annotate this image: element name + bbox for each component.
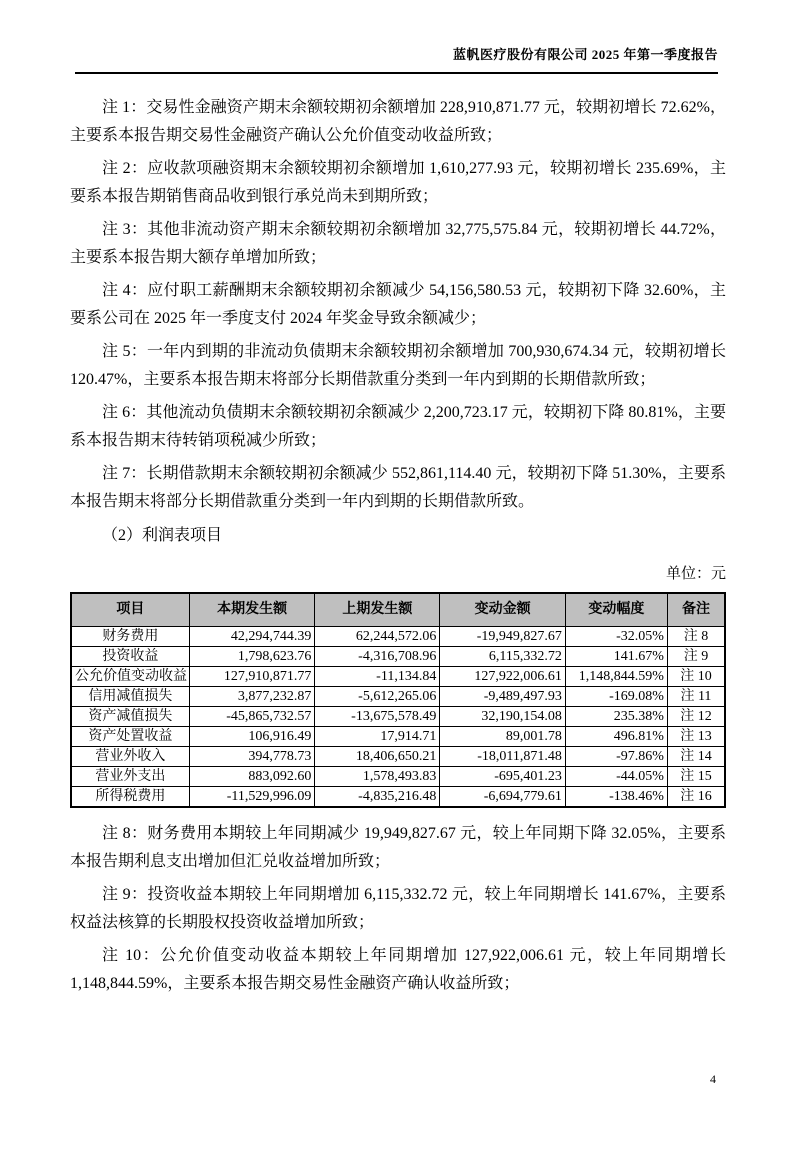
cell-change-amount: 127,922,006.61 xyxy=(440,667,566,687)
cell-current-amount: 127,910,871.77 xyxy=(189,667,315,687)
page-header xyxy=(75,44,718,74)
report-title: 蓝帆医疗股份有限公司 2025 年第一季度报告 xyxy=(452,47,718,62)
table-row xyxy=(71,647,725,667)
cell-prior-amount: 17,914.71 xyxy=(315,727,440,747)
table-row xyxy=(71,727,725,747)
table-row xyxy=(71,747,725,767)
cell-change-pct: 235.38% xyxy=(565,707,667,727)
column-header-prior: 上期发生额 xyxy=(315,593,440,627)
table-header-row xyxy=(71,593,725,627)
cell-change-amount: -9,489,497.93 xyxy=(440,687,566,707)
page-content xyxy=(70,94,726,998)
note-paragraph-5: 注 5：一年内到期的非流动负债期末余额较期初余额增加 700,930,674.34 元，较期初增长 120.47%，主要系本报告期末将部分长期借款重分类到一年内到期的长期借款所致； xyxy=(70,343,726,388)
cell-prior-amount: 62,244,572.06 xyxy=(315,627,440,647)
note-paragraph-1: 注 1：交易性金融资产期末余额较期初余额增加 228,910,871.77 元，较期初增长 72.62%，主要系本报告期交易性金融资产确认公允价值变动收益所致； xyxy=(70,99,726,144)
cell-note-ref: 注 14 xyxy=(667,747,725,767)
table-row xyxy=(71,707,725,727)
note-paragraph-4: 注 4：应付职工薪酬期末余额较期初余额减少 54,156,580.53 元，较期初下降 32.60%，主要系公司在 2025 年一季度支付 2024 年奖金导致余额减少； xyxy=(70,282,726,327)
cell-item: 资产减值损失 xyxy=(71,707,189,727)
column-header-item: 项目 xyxy=(71,593,189,627)
page-number: 4 xyxy=(710,1072,716,1086)
cell-current-amount: 3,877,232.87 xyxy=(189,687,315,707)
cell-item: 资产处置收益 xyxy=(71,727,189,747)
column-header-note: 备注 xyxy=(667,593,725,627)
table-row xyxy=(71,667,725,687)
column-header-change: 变动金额 xyxy=(440,593,566,627)
note-paragraph-3: 注 3：其他非流动资产期末余额较期初余额增加 32,775,575.84 元，较期初增长 44.72%，主要系本报告期大额存单增加所致； xyxy=(70,221,726,266)
cell-prior-amount: -13,675,578.49 xyxy=(315,707,440,727)
profit-table xyxy=(70,592,726,808)
cell-item: 投资收益 xyxy=(71,647,189,667)
cell-prior-amount: 18,406,650.21 xyxy=(315,747,440,767)
cell-current-amount: 394,778.73 xyxy=(189,747,315,767)
table-row xyxy=(71,767,725,787)
cell-change-pct: 496.81% xyxy=(565,727,667,747)
cell-change-amount: 89,001.78 xyxy=(440,727,566,747)
cell-change-amount: -695,401.23 xyxy=(440,767,566,787)
table-row xyxy=(71,687,725,707)
cell-change-pct: 1,148,844.59% xyxy=(565,667,667,687)
cell-prior-amount: 1,578,493.83 xyxy=(315,767,440,787)
unit-label: 单位：元 xyxy=(665,566,726,582)
note-paragraph-10: 注 10：公允价值变动收益本期较上年同期增加 127,922,006.61 元，较上年同期增长 1,148,844.59%，主要系本报告期交易性金融资产确认收益所致； xyxy=(70,947,726,992)
note-paragraph-8: 注 8：财务费用本期较上年同期减少 19,949,827.67 元，较上年同期下降 32.05%，主要系本报告期利息支出增加但汇兑收益增加所致； xyxy=(70,825,726,870)
cell-item: 所得税费用 xyxy=(71,787,189,808)
cell-change-pct: -44.05% xyxy=(565,767,667,787)
cell-note-ref: 注 15 xyxy=(667,767,725,787)
cell-change-pct: -138.46% xyxy=(565,787,667,808)
cell-note-ref: 注 13 xyxy=(667,727,725,747)
cell-note-ref: 注 9 xyxy=(667,647,725,667)
cell-note-ref: 注 11 xyxy=(667,687,725,707)
cell-current-amount: -11,529,996.09 xyxy=(189,787,315,808)
cell-note-ref: 注 8 xyxy=(667,627,725,647)
cell-note-ref: 注 10 xyxy=(667,667,725,687)
cell-prior-amount: -5,612,265.06 xyxy=(315,687,440,707)
report-page xyxy=(0,44,793,1166)
cell-change-amount: -18,011,871.48 xyxy=(440,747,566,767)
cell-item: 财务费用 xyxy=(71,627,189,647)
section-heading: （2）利润表项目 xyxy=(102,527,223,544)
cell-note-ref: 注 12 xyxy=(667,707,725,727)
table-row xyxy=(71,787,725,808)
notes-bottom-section xyxy=(70,820,726,998)
cell-prior-amount: -4,316,708.96 xyxy=(315,647,440,667)
cell-change-pct: -32.05% xyxy=(565,627,667,647)
note-paragraph-6: 注 6：其他流动负债期末余额较期初余额减少 2,200,723.17 元，较期初下降 80.81%，主要系本报告期末待转销项税减少所致； xyxy=(70,404,726,449)
cell-current-amount: 106,916.49 xyxy=(189,727,315,747)
cell-change-pct: 141.67% xyxy=(565,647,667,667)
cell-current-amount: 1,798,623.76 xyxy=(189,647,315,667)
cell-note-ref: 注 16 xyxy=(667,787,725,808)
cell-change-amount: 32,190,154.08 xyxy=(440,707,566,727)
cell-item: 营业外收入 xyxy=(71,747,189,767)
cell-change-pct: -169.08% xyxy=(565,687,667,707)
note-paragraph-2: 注 2：应收款项融资期末余额较期初余额增加 1,610,277.93 元，较期初增长 235.69%，主要系本报告期销售商品收到银行承兑尚未到期所致； xyxy=(70,160,726,205)
cell-current-amount: -45,865,732.57 xyxy=(189,707,315,727)
cell-change-amount: 6,115,332.72 xyxy=(440,647,566,667)
cell-prior-amount: -4,835,216.48 xyxy=(315,787,440,808)
cell-item: 信用减值损失 xyxy=(71,687,189,707)
cell-item: 营业外支出 xyxy=(71,767,189,787)
cell-current-amount: 42,294,744.39 xyxy=(189,627,315,647)
note-paragraph-7: 注 7：长期借款期末余额较期初余额减少 552,861,114.40 元，较期初下降 51.30%，主要系本报告期末将部分长期借款重分类到一年内到期的长期借款所致。 xyxy=(70,465,726,510)
cell-item: 公允价值变动收益 xyxy=(71,667,189,687)
note-paragraph-9: 注 9：投资收益本期较上年同期增加 6,115,332.72 元，较上年同期增长 141.67%，主要系权益法核算的长期股权投资收益增加所致； xyxy=(70,886,726,931)
column-header-current: 本期发生额 xyxy=(189,593,315,627)
table-row xyxy=(71,627,725,647)
column-header-change-pct: 变动幅度 xyxy=(565,593,667,627)
cell-change-pct: -97.86% xyxy=(565,747,667,767)
cell-prior-amount: -11,134.84 xyxy=(315,667,440,687)
cell-current-amount: 883,092.60 xyxy=(189,767,315,787)
cell-change-amount: -19,949,827.67 xyxy=(440,627,566,647)
cell-change-amount: -6,694,779.61 xyxy=(440,787,566,808)
